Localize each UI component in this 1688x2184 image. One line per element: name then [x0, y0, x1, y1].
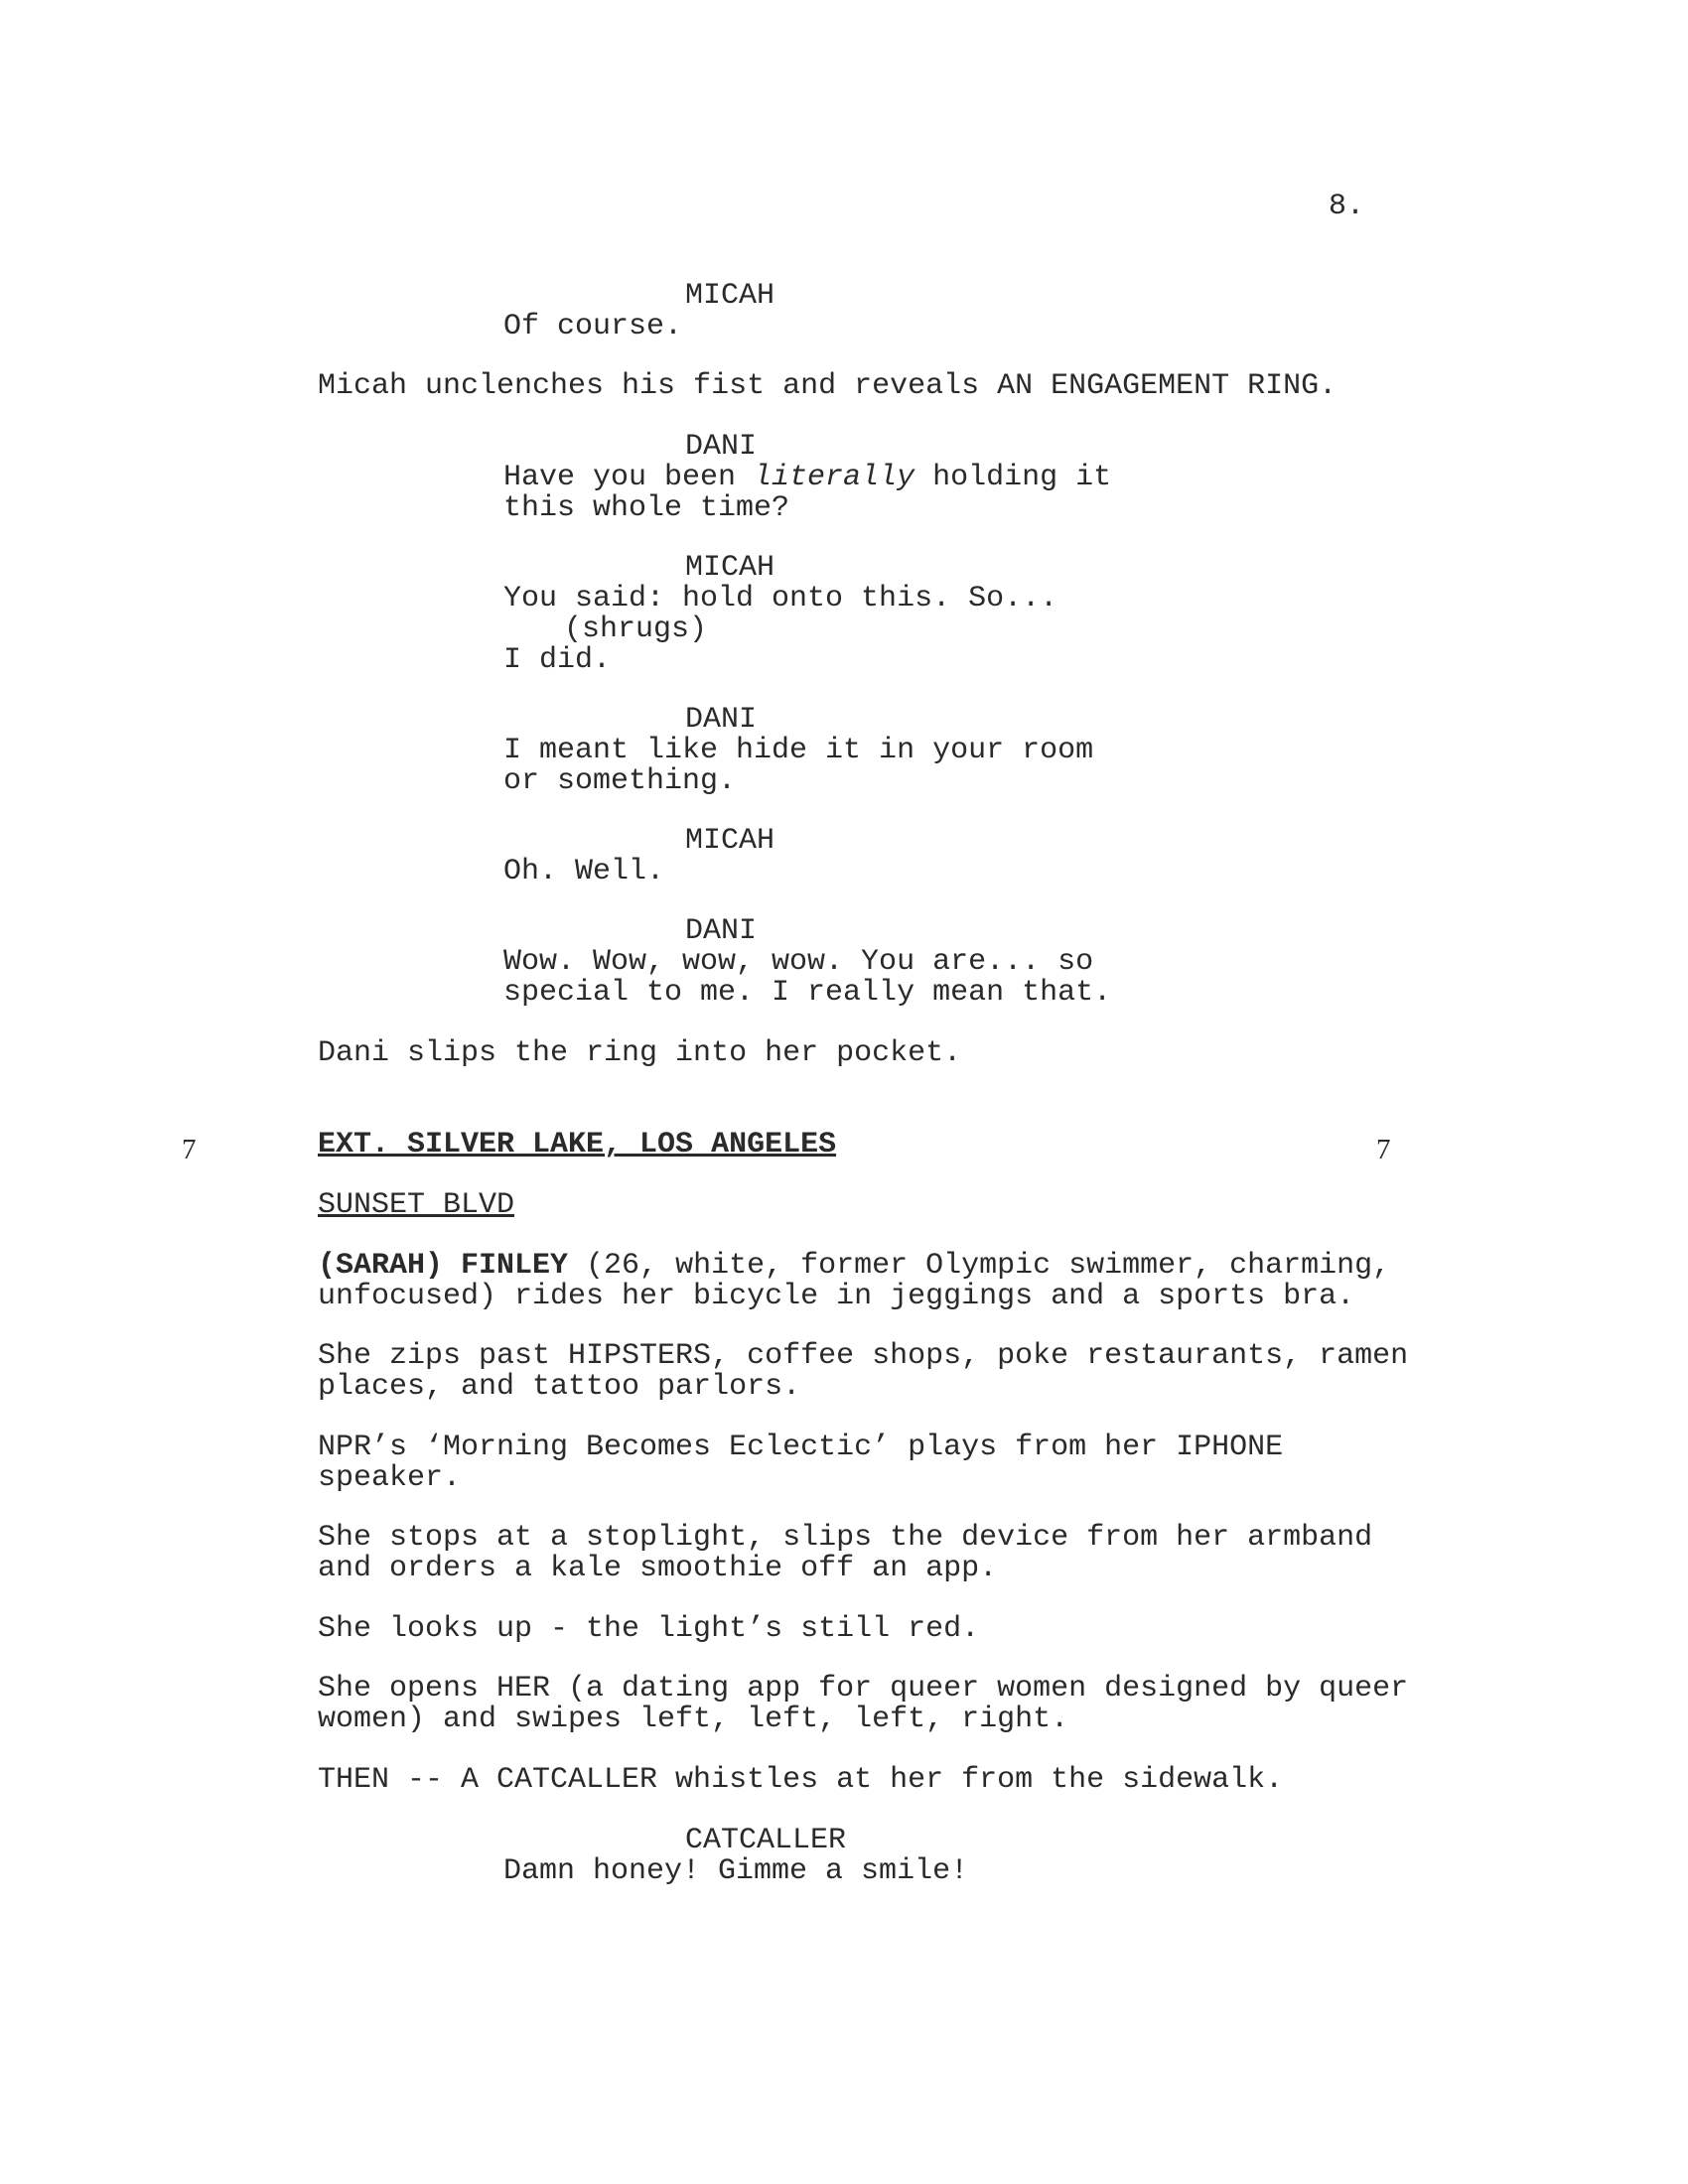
- dialogue-line: Of course.: [503, 310, 683, 343]
- character-name: DANI: [685, 914, 758, 948]
- character-name: MICAH: [685, 824, 775, 858]
- dialogue-text: holding it: [914, 461, 1112, 494]
- action-line: THEN -- A CATCALLER whistles at her from the sidewalk.: [318, 1763, 1284, 1797]
- dialogue-line: this whole time?: [503, 491, 790, 525]
- emphasis-text: literally: [754, 461, 915, 494]
- character-name: DANI: [685, 703, 758, 737]
- action-line: She zips past HIPSTERS, coffee shops, poke restaurants, ramen: [318, 1339, 1409, 1373]
- character-intro: (SARAH) FINLEY: [318, 1249, 569, 1283]
- scene-heading: EXT. SILVER LAKE, LOS ANGELES: [318, 1128, 837, 1161]
- action-text: (26, white, former Olympic swimmer, charming,: [568, 1249, 1391, 1283]
- character-name: MICAH: [685, 551, 775, 585]
- parenthetical: (shrugs): [564, 613, 708, 646]
- action-line: [318, 1251, 1390, 1282]
- dialogue-line: [503, 463, 1111, 493]
- action-line: women) and swipes left, left, left, right.: [318, 1703, 1069, 1736]
- action-line: She stops at a stoplight, slips the device from her armband: [318, 1521, 1373, 1555]
- action-line: Dani slips the ring into her pocket.: [318, 1036, 962, 1070]
- action-line: unfocused) rides her bicycle in jeggings and a sports bra.: [318, 1280, 1355, 1313]
- dialogue-line: Oh. Well.: [503, 855, 665, 888]
- dialogue-line: or something.: [503, 764, 737, 798]
- action-line: NPR’s ‘Morning Becomes Eclectic’ plays from her IPHONE: [318, 1431, 1284, 1464]
- action-line: and orders a kale smoothie off an app.: [318, 1552, 998, 1585]
- action-line: She looks up - the light’s still red.: [318, 1612, 980, 1646]
- dialogue-line: special to me. I really mean that.: [503, 976, 1112, 1010]
- action-line: She opens HER (a dating app for queer women designed by queer: [318, 1672, 1409, 1706]
- scene-number-right: 7: [1376, 1134, 1391, 1165]
- action-line: places, and tattoo parlors.: [318, 1370, 801, 1404]
- page-number: 8.: [1329, 190, 1365, 223]
- action-line: Micah unclenches his fist and reveals AN ENGAGEMENT RING.: [318, 369, 1337, 403]
- dialogue-line: Wow. Wow, wow, wow. You are... so: [503, 945, 1094, 979]
- character-name: MICAH: [685, 279, 775, 313]
- dialogue-text: Have you been: [503, 461, 755, 494]
- action-line: speaker.: [318, 1461, 462, 1495]
- dialogue-line: Damn honey! Gimme a smile!: [503, 1854, 969, 1888]
- scene-number-left: 7: [182, 1134, 197, 1165]
- character-name: DANI: [685, 430, 758, 464]
- dialogue-line: I meant like hide it in your room: [503, 734, 1094, 767]
- character-name: CATCALLER: [685, 1824, 847, 1857]
- dialogue-line: I did.: [503, 643, 612, 677]
- scene-subheading: SUNSET BLVD: [318, 1188, 515, 1222]
- dialogue-line: You said: hold onto this. So...: [503, 582, 1058, 615]
